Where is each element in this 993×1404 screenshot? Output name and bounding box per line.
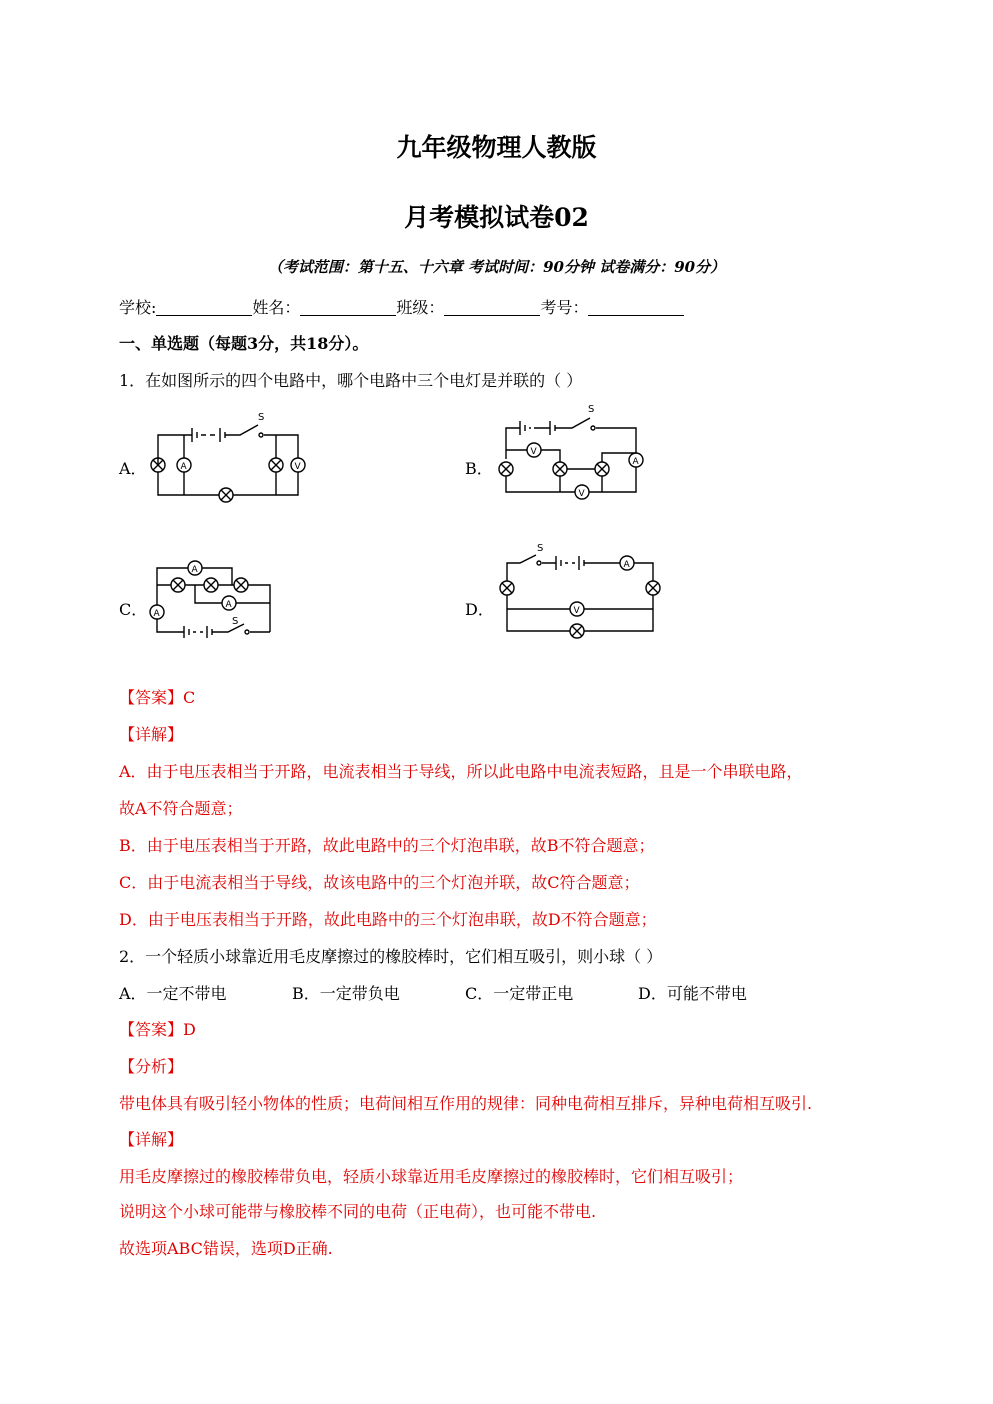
svg-text:A: A: [623, 560, 630, 570]
q1-option-b-label: B．: [465, 459, 493, 478]
q1-detail-line: 故A不符合题意；: [119, 799, 243, 818]
svg-text:A: A: [180, 462, 187, 472]
class-blank[interactable]: [444, 299, 540, 316]
svg-text:S: S: [232, 616, 239, 627]
answer-value: D: [183, 1020, 196, 1039]
exam-no-label: 考号：: [540, 298, 589, 317]
q2-option-c: C．一定带正电: [465, 984, 574, 1003]
circuit-a-diagram: [140, 408, 315, 508]
q1-answer: [119, 685, 195, 708]
q2-option-a: A．一定不带电: [119, 984, 227, 1003]
q2-detail-tag: 【详解】: [119, 1130, 184, 1149]
svg-text:S: S: [537, 543, 544, 554]
svg-text:A: A: [153, 609, 160, 619]
q2-option-b: B．一定带负电: [292, 984, 400, 1003]
switch-label: S: [258, 412, 265, 423]
class-label: 班级：: [396, 298, 445, 317]
answer-tag: 【答案】: [119, 688, 184, 707]
q1-detail-line: D．由于电压表相当于开路，故此电路中的三个灯泡串联，故D不符合题意；: [119, 910, 657, 929]
circuit-b-diagram: [490, 398, 660, 508]
svg-text:V: V: [573, 606, 580, 616]
exam-scope: （考试范围：第十五、十六章 考试时间：90分钟 试卷满分：90分）: [267, 258, 726, 276]
q2-detail-line: 故选项ABC错误，选项D正确.: [119, 1239, 333, 1258]
q1-detail-line: C．由于电流表相当于导线，故该电路中的三个灯泡并联，故C符合题意；: [119, 873, 640, 892]
name-blank[interactable]: [300, 299, 396, 316]
svg-text:S: S: [588, 404, 595, 415]
circuit-d-diagram: [490, 535, 670, 645]
exam-no-blank[interactable]: [588, 299, 684, 316]
page-title: 九年级物理人教版: [396, 133, 597, 162]
svg-text:A: A: [191, 565, 198, 575]
student-info-row: [119, 295, 684, 318]
svg-text:V: V: [294, 462, 301, 472]
q2-analysis-tag: 【分析】: [119, 1057, 184, 1076]
q2-detail-line: 用毛皮摩擦过的橡胶棒带负电，轻质小球靠近用毛皮摩擦过的橡胶棒时，它们相互吸引；: [119, 1167, 744, 1186]
q1-detail-line: A．由于电压表相当于开路，电流表相当于导线，所以此电路中电流表短路，且是一个串联电路，: [119, 762, 803, 781]
name-label: 姓名：: [252, 298, 301, 317]
answer-value: C: [183, 688, 196, 707]
q1-option-c-label: C．: [119, 600, 148, 619]
q1-option-d-label: D．: [465, 600, 494, 619]
q1-option-a-label: A．: [119, 459, 147, 478]
page-subtitle: 月考模拟试卷02: [404, 203, 589, 232]
q2-stem: 2．一个轻质小球靠近用毛皮摩擦过的橡胶棒时，它们相互吸引，则小球（ ）: [119, 947, 663, 966]
answer-tag: 【答案】: [119, 1020, 184, 1039]
q1-detail-line: B．由于电压表相当于开路，故此电路中的三个灯泡串联，故B不符合题意；: [119, 836, 655, 855]
school-blank[interactable]: [156, 299, 252, 316]
svg-text:V: V: [530, 447, 537, 457]
q2-analysis: 带电体具有吸引轻小物体的性质；电荷间相互作用的规律：同种电荷相互排斥，异种电荷相互吸引.: [119, 1094, 813, 1113]
svg-text:A: A: [632, 457, 639, 467]
q2-option-d: D．可能不带电: [638, 984, 747, 1003]
q2-answer: [119, 1017, 196, 1040]
svg-text:A: A: [225, 600, 232, 610]
school-label: 学校:: [119, 298, 157, 317]
section-heading: 一、单选题（每题3分，共18分）。: [119, 334, 369, 353]
svg-text:V: V: [578, 489, 585, 499]
q1-stem: 1．在如图所示的四个电路中，哪个电路中三个电灯是并联的（ ）: [119, 371, 583, 390]
q1-detail-tag: 【详解】: [119, 725, 184, 744]
q2-detail-line: 说明这个小球可能带与橡胶棒不同的电荷（正电荷），也可能不带电.: [119, 1202, 597, 1221]
circuit-c-diagram: [140, 550, 280, 645]
